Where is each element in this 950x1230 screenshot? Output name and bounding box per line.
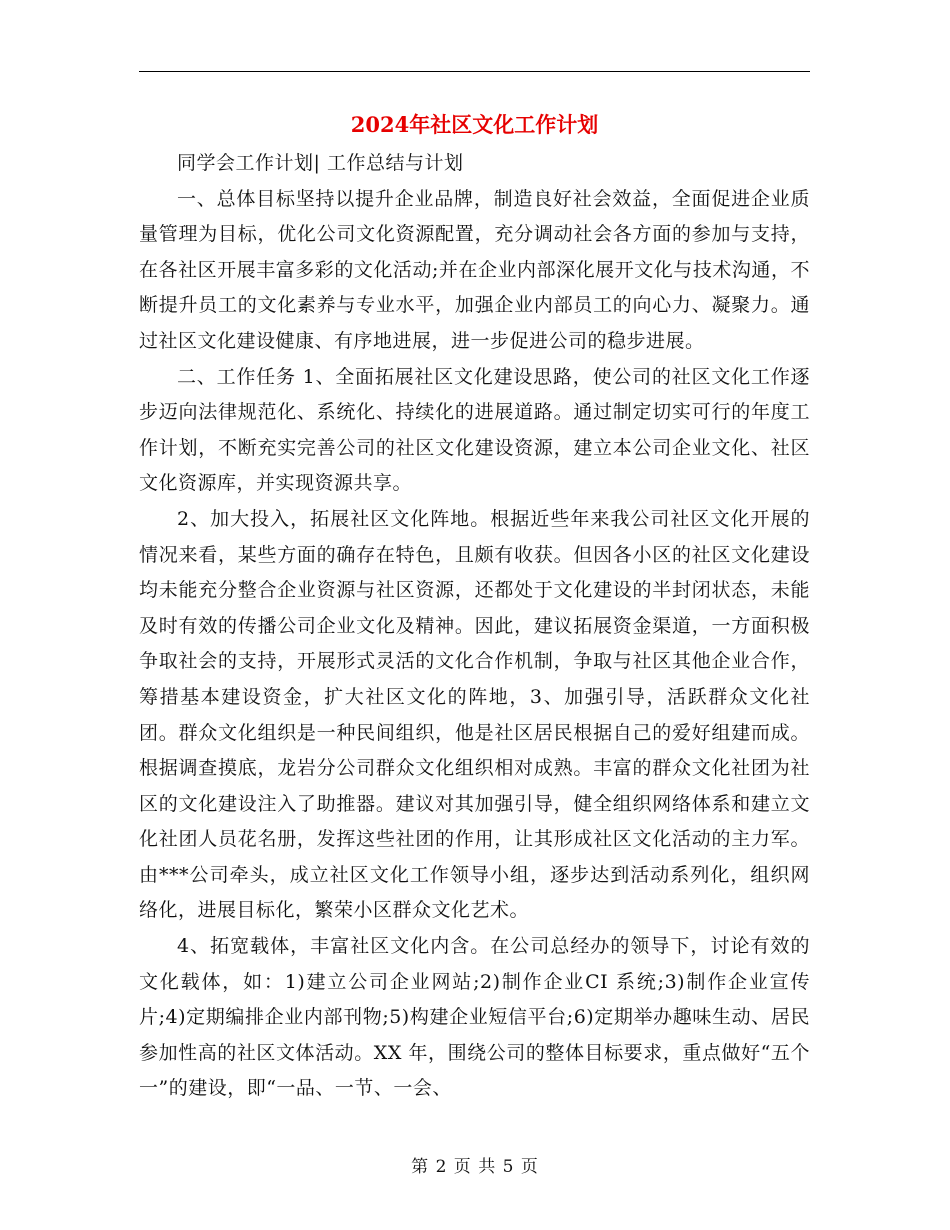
paragraph-carriers: 4、拓宽载体，丰富社区文化内含。在公司总经办的领导下，讨论有效的文化载体，如：1)建立公司企业网站;2)制作企业CI 系统;3)制作企业宣传片;4)定期编排企业内部刊物;5)构建企业短信平台;6)定期举办趣味生动、居民参加性高的社区文体活动。XX 年，围绕公司的整体目标要求，重点做好“五个一”的建设，即“一品、一节、一会、	[139, 935, 810, 1100]
document-body	[139, 146, 810, 1107]
paragraph-investment: 2、加大投入，拓展社区文化阵地。根据近些年来我公司社区文化开展的情况来看，某些方面的确存在特色，且颇有收获。但因各小区的社区文化建设均未能充分整合企业资源与社区资源，还都处于文化建设的半封闭状态，未能及时有效的传播公司企业文化及精神。因此，建议拓展资金渠道，一方面积极争取社会的支持，开展形式灵活的文化合作机制，争取与社区其他企业合作，筹措基本建设资金，扩大社区文化的阵地，3、加强引导，活跃群众文化社团。群众文化组织是一种民间组织，他是社区居民根据自己的爱好组建而成。根据调查摸底，龙岩分公司群众文化组织相对成熟。丰富的群众文化社团为社区的文化建设注入了助推器。建议对其加强引导，健全组织网络体系和建立文化社团人员花名册，发挥这些社团的作用，让其形成社区文化活动的主力军。由***公司牵头，成立社区文化工作领导小组，逐步达到活动系列化，组织网络化，进展目标化，繁荣小区群众文化艺术。	[139, 507, 810, 922]
paragraph-overall-goal: 一、总体目标坚持以提升企业品牌，制造良好社会效益，全面促进企业质量管理为目标，优化公司文化资源配置，充分调动社会各方面的参加与支持，在各社区开展丰富多彩的文化活动;并在企业内部深化展开文化与技术沟通，不断提升员工的文化素养与专业水平，加强企业内部员工的向心力、凝聚力。通过社区文化建设健康、有序地进展，进一步促进公司的稳步进展。	[139, 187, 810, 352]
page-number-footer: 第 2 页 共 5 页	[411, 1157, 539, 1177]
paragraph-work-tasks: 二、工作任务 1、全面拓展社区文化建设思路，使公司的社区文化工作逐步迈向法律规范化、系统化、持续化的进展道路。通过制定切实可行的年度工作计划，不断充实完善公司的社区文化建设资源，建立本公司企业文化、社区文化资源库，并实现资源共享。	[139, 365, 810, 495]
document-title: 2024年社区文化工作计划	[350, 112, 599, 137]
header-rule	[139, 71, 810, 72]
paragraph-subtitle: 同学会工作计划| 工作总结与计划	[177, 152, 464, 174]
